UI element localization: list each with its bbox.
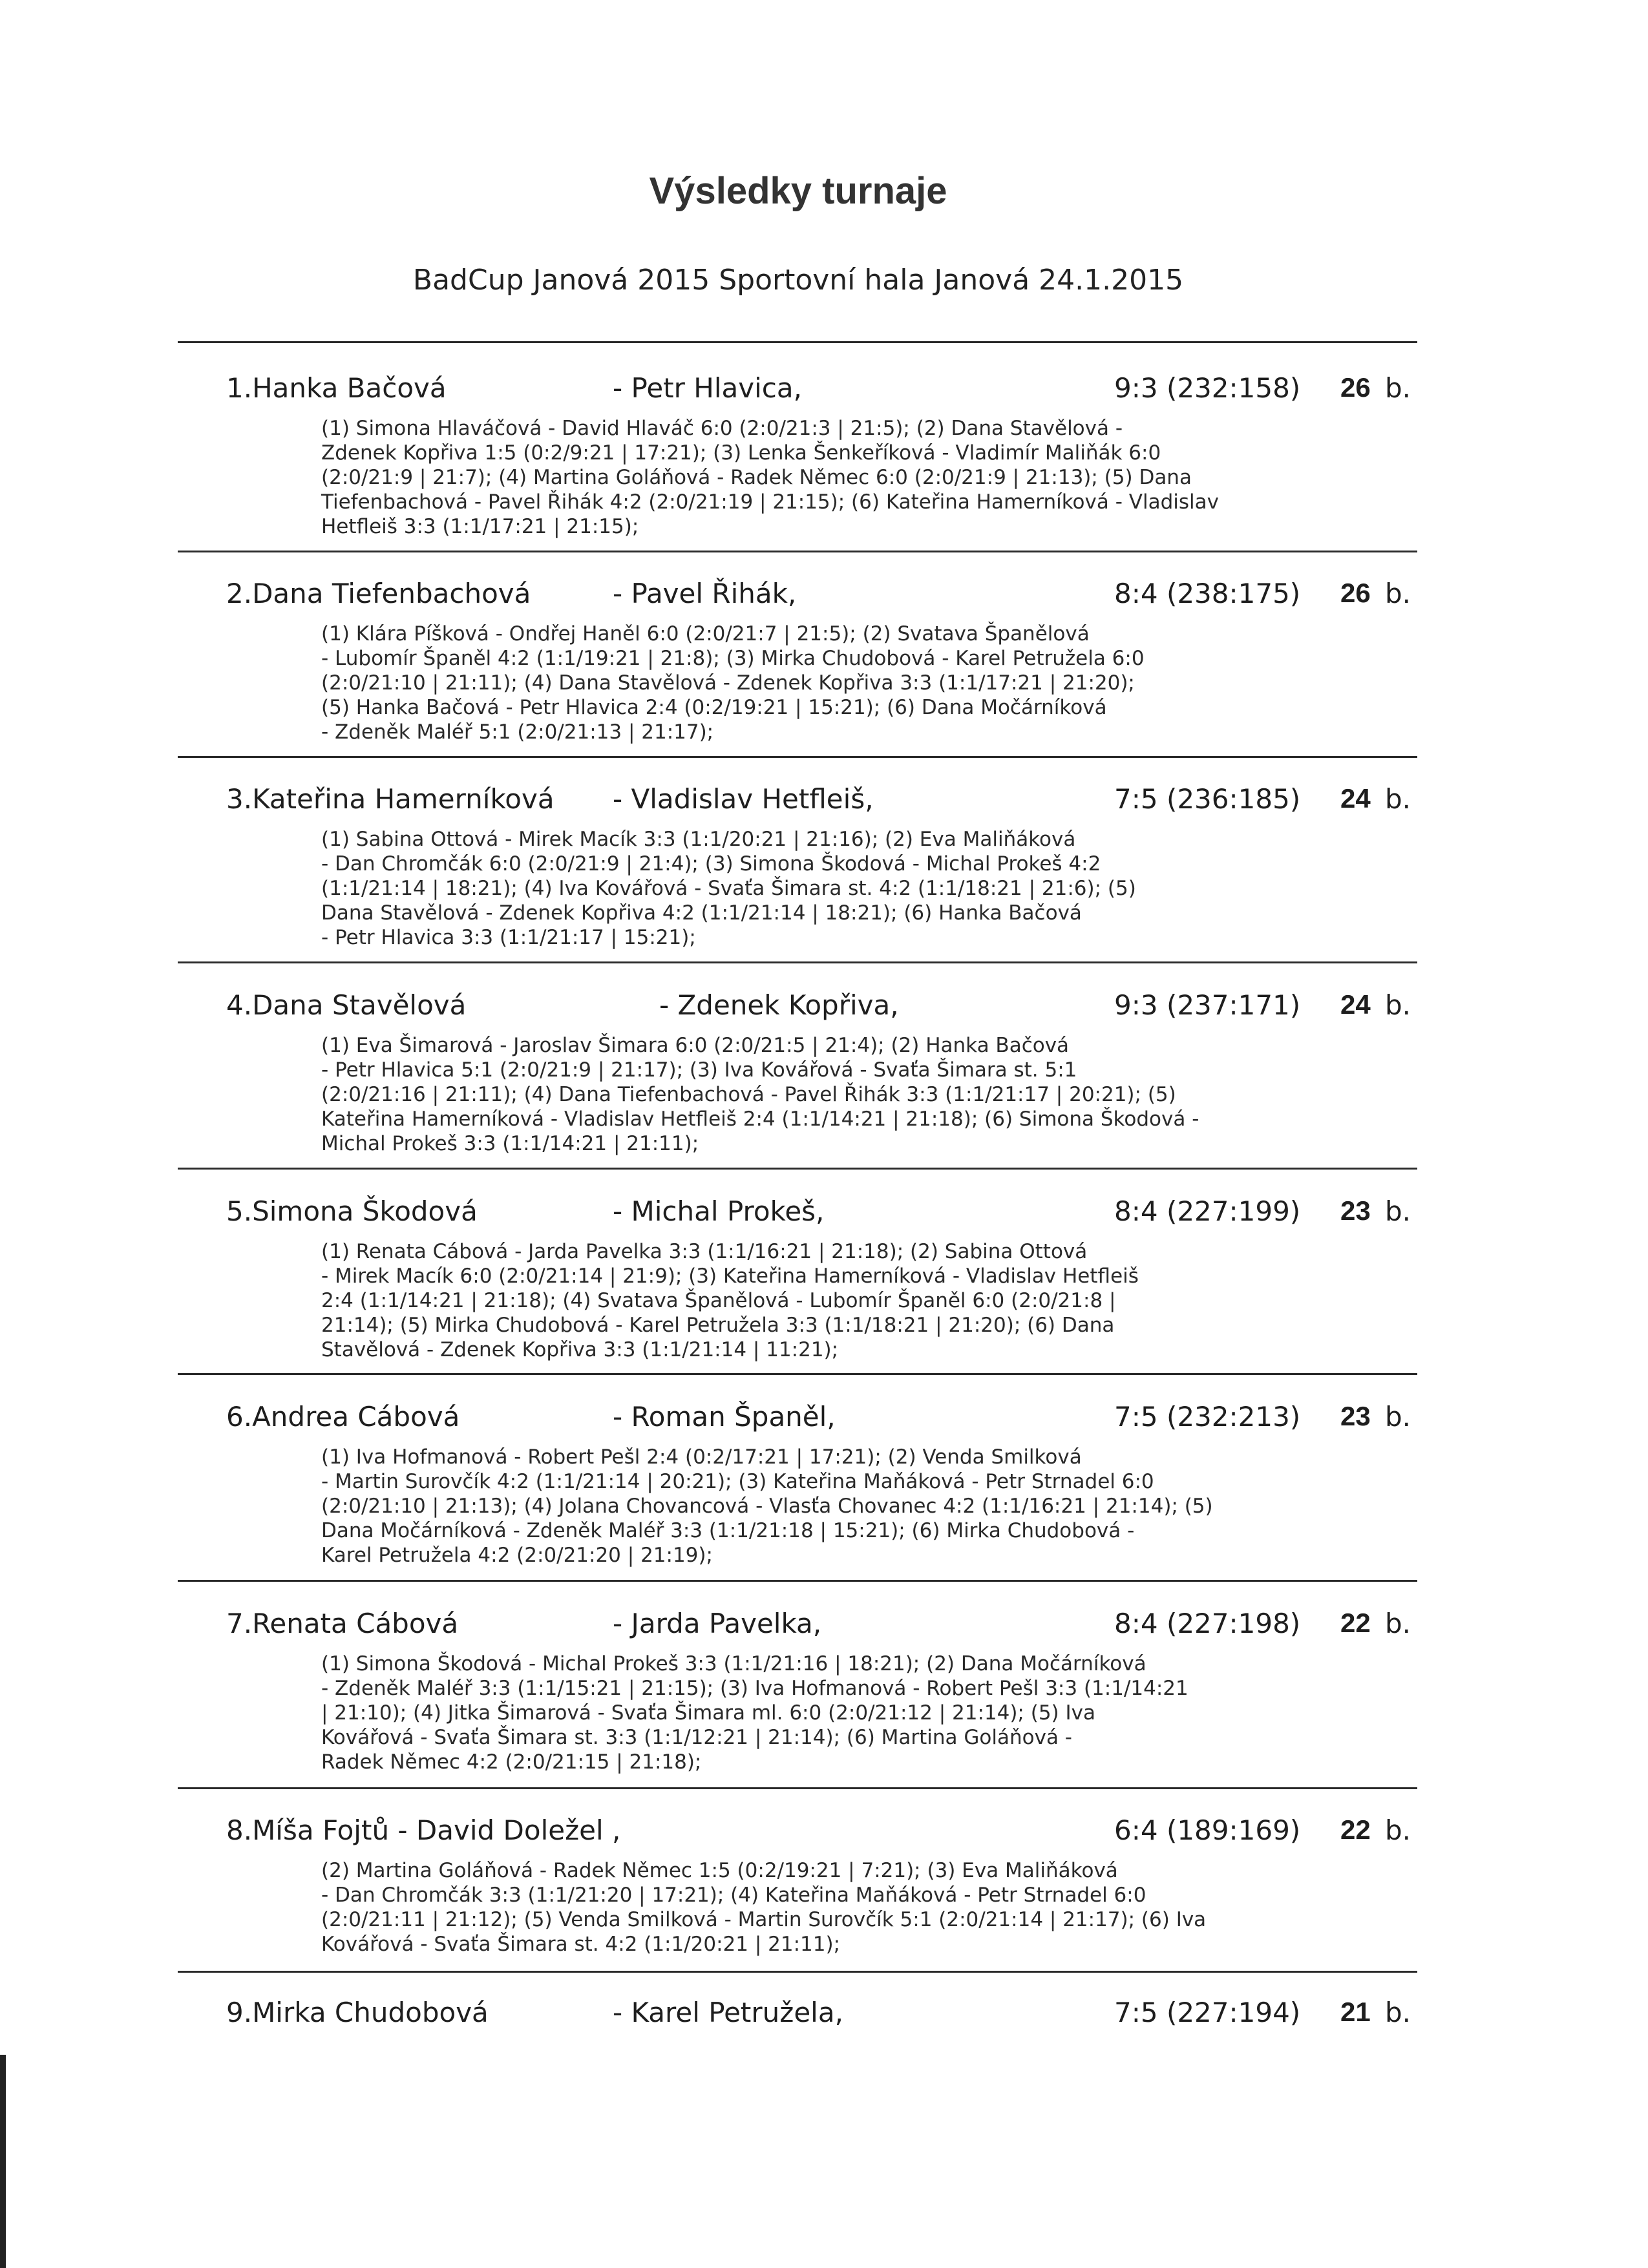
points-suffix: b.: [1385, 372, 1411, 404]
detail-line: Michal Prokeš 3:3 (1:1/14:21 | 21:11);: [321, 1132, 699, 1155]
rank-player: 1.Hanka Bačová: [226, 372, 447, 404]
points: 22: [1340, 1608, 1371, 1638]
score: 9:3 (237:171): [1114, 989, 1301, 1021]
detail-line: (1:1/21:14 | 18:21); (4) Iva Kovářová - Svaťa Šimara st. 4:2 (1:1/18:21 | 21:6); (5): [321, 877, 1136, 900]
result-headline: [0, 1997, 1648, 2035]
match-details: [321, 622, 1420, 744]
detail-line: Tiefenbachová - Pavel Řihák 4:2 (2:0/21:19 | 21:15); (6) Kateřina Hamerníková - Vladislav: [321, 490, 1219, 514]
points-suffix: b.: [1385, 578, 1411, 609]
detail-line: (1) Eva Šimarová - Jaroslav Šimara 6:0 (2:0/21:5 | 21:4); (2) Hanka Bačová: [321, 1034, 1070, 1057]
detail-line: Kovářová - Svaťa Šimara st. 3:3 (1:1/12:21 | 21:14); (6) Martina Goláňová -: [321, 1726, 1072, 1749]
detail-line: (1) Simona Škodová - Michal Prokeš 3:3 (1:1/21:16 | 18:21); (2) Dana Močárníková: [321, 1652, 1146, 1675]
detail-line: - Petr Hlavica 3:3 (1:1/21:17 | 15:21);: [321, 926, 696, 949]
detail-line: (1) Klára Píšková - Ondřej Haněl 6:0 (2:0/21:7 | 21:5); (2) Svatava Španělová: [321, 622, 1090, 646]
points: 23: [1340, 1195, 1371, 1226]
separator-rule: [178, 1971, 1417, 1973]
match-details: [321, 827, 1420, 950]
points-suffix: b.: [1385, 1195, 1411, 1227]
rank-player: 4.Dana Stavělová: [226, 989, 467, 1021]
points-suffix: b.: [1385, 1608, 1411, 1639]
detail-line: Kateřina Hamerníková - Vladislav Hetfleiš 2:4 (1:1/14:21 | 21:18); (6) Simona Škodová -: [321, 1108, 1199, 1131]
separator-rule: [178, 1787, 1417, 1789]
score: 8:4 (227:199): [1114, 1195, 1301, 1227]
detail-line: Stavělová - Zdenek Kopřiva 3:3 (1:1/21:14 | 11:21);: [321, 1338, 839, 1361]
detail-line: (1) Simona Hlaváčová - David Hlaváč 6:0 (2:0/21:3 | 21:5); (2) Dana Stavělová -: [321, 417, 1123, 440]
page-title: Výsledky turnaje: [649, 170, 947, 212]
separator-rule: [178, 756, 1417, 758]
detail-line: (5) Hanka Bačová - Petr Hlavica 2:4 (0:2/19:21 | 15:21); (6) Dana Močárníková: [321, 696, 1107, 719]
rank-player: 6.Andrea Cábová: [226, 1401, 460, 1433]
match-details: [321, 1033, 1420, 1156]
detail-line: - Lubomír Španěl 4:2 (1:1/19:21 | 21:8); (3) Mirka Chudobová - Karel Petružela 6:0: [321, 647, 1145, 670]
separator-rule: [178, 1580, 1417, 1582]
detail-line: 2:4 (1:1/14:21 | 21:18); (4) Svatava Španělová - Lubomír Španěl 6:0 (2:0/21:8 |: [321, 1289, 1116, 1312]
score: 8:4 (238:175): [1114, 578, 1301, 609]
match-details: [321, 1445, 1420, 1568]
detail-line: - Martin Surovčík 4:2 (1:1/21:14 | 20:21); (3) Kateřina Maňáková - Petr Strnadel 6:0: [321, 1470, 1154, 1493]
page-subtitle: BadCup Janová 2015 Sportovní hala Janová 24.1.2015: [412, 264, 1184, 297]
partner: - Roman Španěl,: [613, 1401, 836, 1433]
rank-player: 2.Dana Tiefenbachová: [226, 578, 531, 609]
detail-line: Dana Močárníková - Zdeněk Maléř 3:3 (1:1/21:18 | 15:21); (6) Mirka Chudobová -: [321, 1519, 1135, 1542]
detail-line: (2:0/21:16 | 21:11); (4) Dana Tiefenbachová - Pavel Řihák 3:3 (1:1/21:17 | 20:21); (5): [321, 1083, 1176, 1106]
detail-line: (1) Iva Hofmanová - Robert Pešl 2:4 (0:2/17:21 | 17:21); (2) Venda Smilková: [321, 1445, 1082, 1469]
detail-line: (2:0/21:10 | 21:11); (4) Dana Stavělová - Zdenek Kopřiva 3:3 (1:1/17:21 | 21:20);: [321, 671, 1135, 695]
scan-page-edge: [0, 2055, 6, 2268]
points: 24: [1340, 989, 1371, 1020]
points: 23: [1340, 1401, 1371, 1431]
detail-line: (2) Martina Goláňová - Radek Němec 1:5 (0:2/19:21 | 7:21); (3) Eva Maliňáková: [321, 1859, 1118, 1882]
partner: - Jarda Pavelka,: [613, 1608, 822, 1639]
score: 7:5 (232:213): [1114, 1401, 1301, 1433]
detail-line: - Dan Chromčák 3:3 (1:1/21:20 | 17:21); (4) Kateřina Maňáková - Petr Strnadel 6:0: [321, 1884, 1146, 1907]
detail-line: 21:14); (5) Mirka Chudobová - Karel Petružela 3:3 (1:1/18:21 | 21:20); (6) Dana: [321, 1314, 1115, 1337]
detail-line: | 21:10); (4) Jitka Šimarová - Svaťa Šimara ml. 6:0 (2:0/21:12 | 21:14); (5) Iva: [321, 1701, 1095, 1725]
separator-rule: [178, 961, 1417, 963]
detail-line: Karel Petružela 4:2 (2:0/21:20 | 21:19);: [321, 1544, 713, 1567]
score: 9:3 (232:158): [1114, 372, 1301, 404]
detail-line: - Petr Hlavica 5:1 (2:0/21:9 | 21:17); (3) Iva Kovářová - Svaťa Šimara st. 5:1: [321, 1058, 1077, 1082]
detail-line: (2:0/21:11 | 21:12); (5) Venda Smilková - Martin Surovčík 5:1 (2:0/21:14 | 21:17); (6) Iva: [321, 1908, 1207, 1931]
points: 26: [1340, 578, 1371, 608]
detail-line: Radek Němec 4:2 (2:0/21:15 | 21:18);: [321, 1750, 702, 1774]
result-headline: [0, 1195, 1648, 1234]
partner: - Pavel Řihák,: [613, 578, 797, 609]
detail-line: Zdenek Kopřiva 1:5 (0:2/9:21 | 17:21); (3) Lenka Šenkeříková - Vladimír Maliňák 6:0: [321, 441, 1161, 465]
detail-line: Dana Stavělová - Zdenek Kopřiva 4:2 (1:1/21:14 | 18:21); (6) Hanka Bačová: [321, 901, 1082, 925]
detail-line: (1) Renata Cábová - Jarda Pavelka 3:3 (1:1/16:21 | 21:18); (2) Sabina Ottová: [321, 1240, 1088, 1263]
detail-line: (2:0/21:9 | 21:7); (4) Martina Goláňová - Radek Němec 6:0 (2:0/21:9 | 21:13); (5) Dana: [321, 466, 1192, 489]
points-suffix: b.: [1385, 989, 1411, 1021]
partner: - Michal Prokeš,: [613, 1195, 825, 1227]
match-details: [321, 1239, 1420, 1362]
separator-rule: [178, 1373, 1417, 1375]
partner: - Vladislav Hetfleiš,: [613, 783, 874, 815]
score: 6:4 (189:169): [1114, 1814, 1301, 1846]
partner: - Zdenek Kopřiva,: [659, 989, 899, 1021]
separator-rule: [178, 1168, 1417, 1170]
detail-line: - Mirek Macík 6:0 (2:0/21:14 | 21:9); (3) Kateřina Hamerníková - Vladislav Hetfleiš: [321, 1265, 1139, 1288]
points-suffix: b.: [1385, 1814, 1411, 1846]
score: 7:5 (227:194): [1114, 1997, 1301, 2028]
points-suffix: b.: [1385, 783, 1411, 815]
detail-line: (2:0/21:10 | 21:13); (4) Jolana Chovancová - Vlasťa Chovanec 4:2 (1:1/16:21 | 21:14); (5): [321, 1495, 1213, 1518]
score: 7:5 (236:185): [1114, 783, 1301, 815]
match-details: [321, 1652, 1420, 1774]
result-headline: [0, 372, 1648, 411]
detail-line: - Zdeněk Maléř 3:3 (1:1/15:21 | 21:15); (3) Iva Hofmanová - Robert Pešl 3:3 (1:1/14:21: [321, 1677, 1188, 1700]
points: 21: [1340, 1997, 1371, 2027]
separator-rule: [178, 341, 1417, 343]
detail-line: - Zdeněk Maléř 5:1 (2:0/21:13 | 21:17);: [321, 720, 714, 744]
detail-line: Hetfleiš 3:3 (1:1/17:21 | 21:15);: [321, 515, 639, 538]
result-headline: [0, 1401, 1648, 1440]
rank-player: 7.Renata Cábová: [226, 1608, 459, 1639]
rank-player: 8.Míša Fojtů - David Doležel ,: [226, 1814, 621, 1846]
rank-player: 9.Mirka Chudobová: [226, 1997, 489, 2028]
rank-player: 5.Simona Škodová: [226, 1195, 478, 1227]
score: 8:4 (227:198): [1114, 1608, 1301, 1639]
result-headline: [0, 989, 1648, 1028]
detail-line: - Dan Chromčák 6:0 (2:0/21:9 | 21:4); (3) Simona Škodová - Michal Prokeš 4:2: [321, 852, 1101, 876]
points: 24: [1340, 783, 1371, 814]
rank-player: 3.Kateřina Hamerníková: [226, 783, 555, 815]
result-headline: [0, 783, 1648, 822]
detail-line: (1) Sabina Ottová - Mirek Macík 3:3 (1:1/20:21 | 21:16); (2) Eva Maliňáková: [321, 828, 1076, 851]
detail-line: Kovářová - Svaťa Šimara st. 4:2 (1:1/20:21 | 21:11);: [321, 1933, 841, 1956]
partner: - Petr Hlavica,: [613, 372, 802, 404]
separator-rule: [178, 551, 1417, 552]
match-details: [321, 1858, 1420, 1957]
match-details: [321, 416, 1420, 539]
points: 26: [1340, 372, 1371, 403]
partner: - Karel Petružela,: [613, 1997, 843, 2028]
result-headline: [0, 1608, 1648, 1646]
points-suffix: b.: [1385, 1401, 1411, 1433]
points-suffix: b.: [1385, 1997, 1411, 2028]
result-headline: [0, 578, 1648, 616]
points: 22: [1340, 1814, 1371, 1845]
result-headline: [0, 1814, 1648, 1853]
